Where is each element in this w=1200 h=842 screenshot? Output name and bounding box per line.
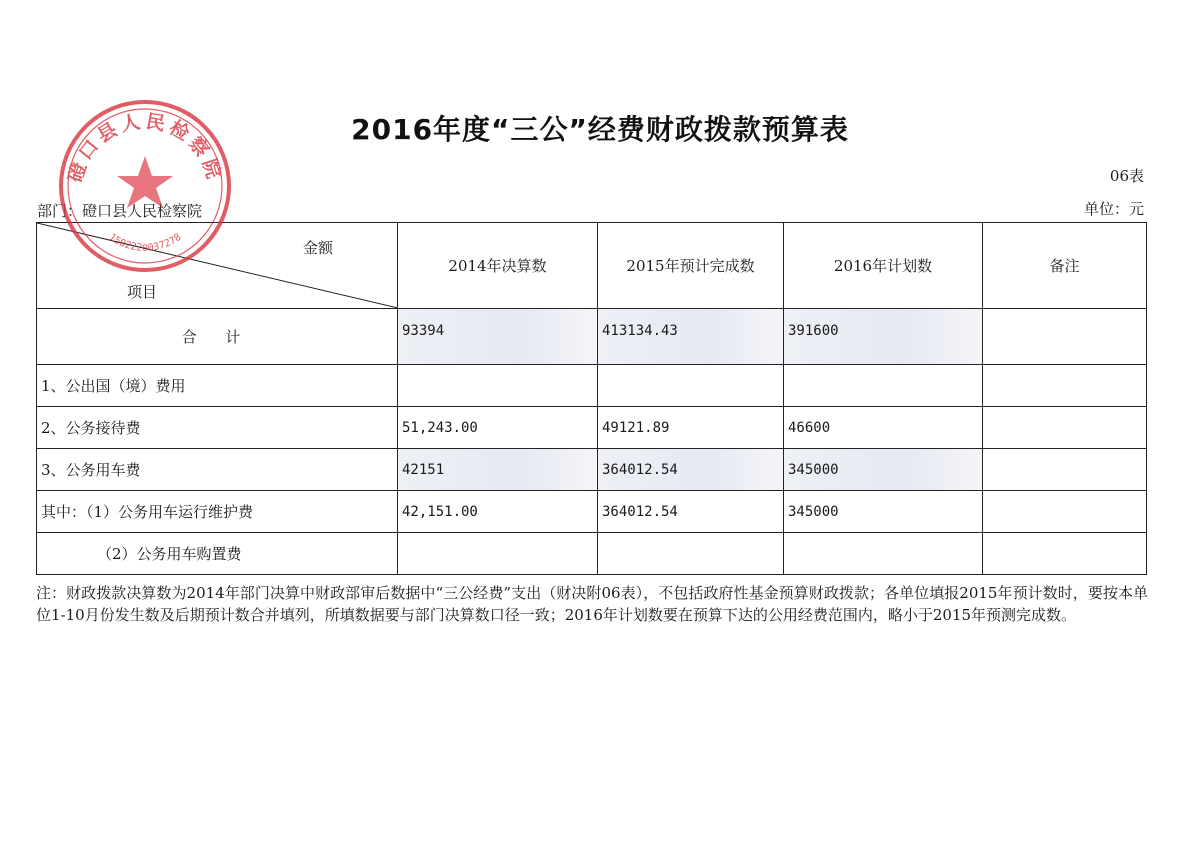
cell-2016: 345000 xyxy=(784,449,983,491)
footnote: 注：财政拨款决算数为2014年部门决算中财政部审后数据中“三公经费”支出（财决附06表），不包括政府性基金预算财政拨款；各单位填报2015年预计数时，要按本单位1-10月份发生数及后期预计数合并填列，所填数据要与部门决算数口径一致；2016年计划数要在预算下达的公用经费范围内，略小于2015年预测完成数。 xyxy=(36,584,1148,624)
cell-2016: 46600 xyxy=(784,407,983,449)
cell-2014: 93394 xyxy=(398,309,598,365)
cell-note xyxy=(983,365,1147,407)
cell-2014: 42151 xyxy=(398,449,598,491)
table-row xyxy=(37,533,1147,575)
cell-note xyxy=(983,309,1147,365)
cell-2014: 51,243.00 xyxy=(398,407,598,449)
col-header-2016: 2016年计划数 xyxy=(784,223,983,309)
table-row xyxy=(37,365,1147,407)
table-row xyxy=(37,491,1147,533)
cell-note xyxy=(983,407,1147,449)
table-number: 06表 xyxy=(1109,167,1144,185)
official-seal xyxy=(55,96,235,276)
cell-2016 xyxy=(784,365,983,407)
svg-text:1502220037278 xyxy=(107,232,184,254)
cell-2016: 391600 xyxy=(784,309,983,365)
row-label: 其中：（1）公务用车运行维护费 xyxy=(37,491,398,533)
cell-note xyxy=(983,449,1147,491)
seal-text: 磴口县人民检察院 xyxy=(64,110,226,186)
table-row xyxy=(37,407,1147,449)
cell-2016 xyxy=(784,533,983,575)
cell-2014 xyxy=(398,533,598,575)
cell-2015: 49121.89 xyxy=(598,407,784,449)
row-label: 2、公务接待费 xyxy=(37,407,398,449)
col-header-note: 备注 xyxy=(983,223,1147,309)
seal-code: 1502220037278 xyxy=(106,231,184,254)
cell-2015 xyxy=(598,533,784,575)
cell-2014 xyxy=(398,365,598,407)
col-header-2015: 2015年预计完成数 xyxy=(598,223,784,309)
cell-2014: 42,151.00 xyxy=(398,491,598,533)
cell-note xyxy=(983,533,1147,575)
table-row-total xyxy=(37,309,1147,365)
cell-note xyxy=(983,491,1147,533)
cell-2015 xyxy=(598,365,784,407)
col-header-2014: 2014年决算数 xyxy=(398,223,598,309)
unit-label: 单位：元 xyxy=(1083,200,1144,218)
page-title: 2016年度“三公”经费财政拨款预算表 xyxy=(351,113,849,146)
item-header: 项目 xyxy=(127,283,158,301)
row-label: 3、公务用车费 xyxy=(37,449,398,491)
department-label: 部门：磴口县人民检察院 xyxy=(37,202,203,220)
cell-2015: 364012.54 xyxy=(598,491,784,533)
row-label: （2）公务用车购置费 xyxy=(37,533,398,575)
cell-2015: 413134.43 xyxy=(598,309,784,365)
row-label: 1、公出国（境）费用 xyxy=(37,365,398,407)
row-label: 合 计 xyxy=(37,309,398,365)
cell-2015: 364012.54 xyxy=(598,449,784,491)
amount-header: 金额 xyxy=(302,239,333,257)
table-row xyxy=(37,449,1147,491)
cell-2016: 345000 xyxy=(784,491,983,533)
